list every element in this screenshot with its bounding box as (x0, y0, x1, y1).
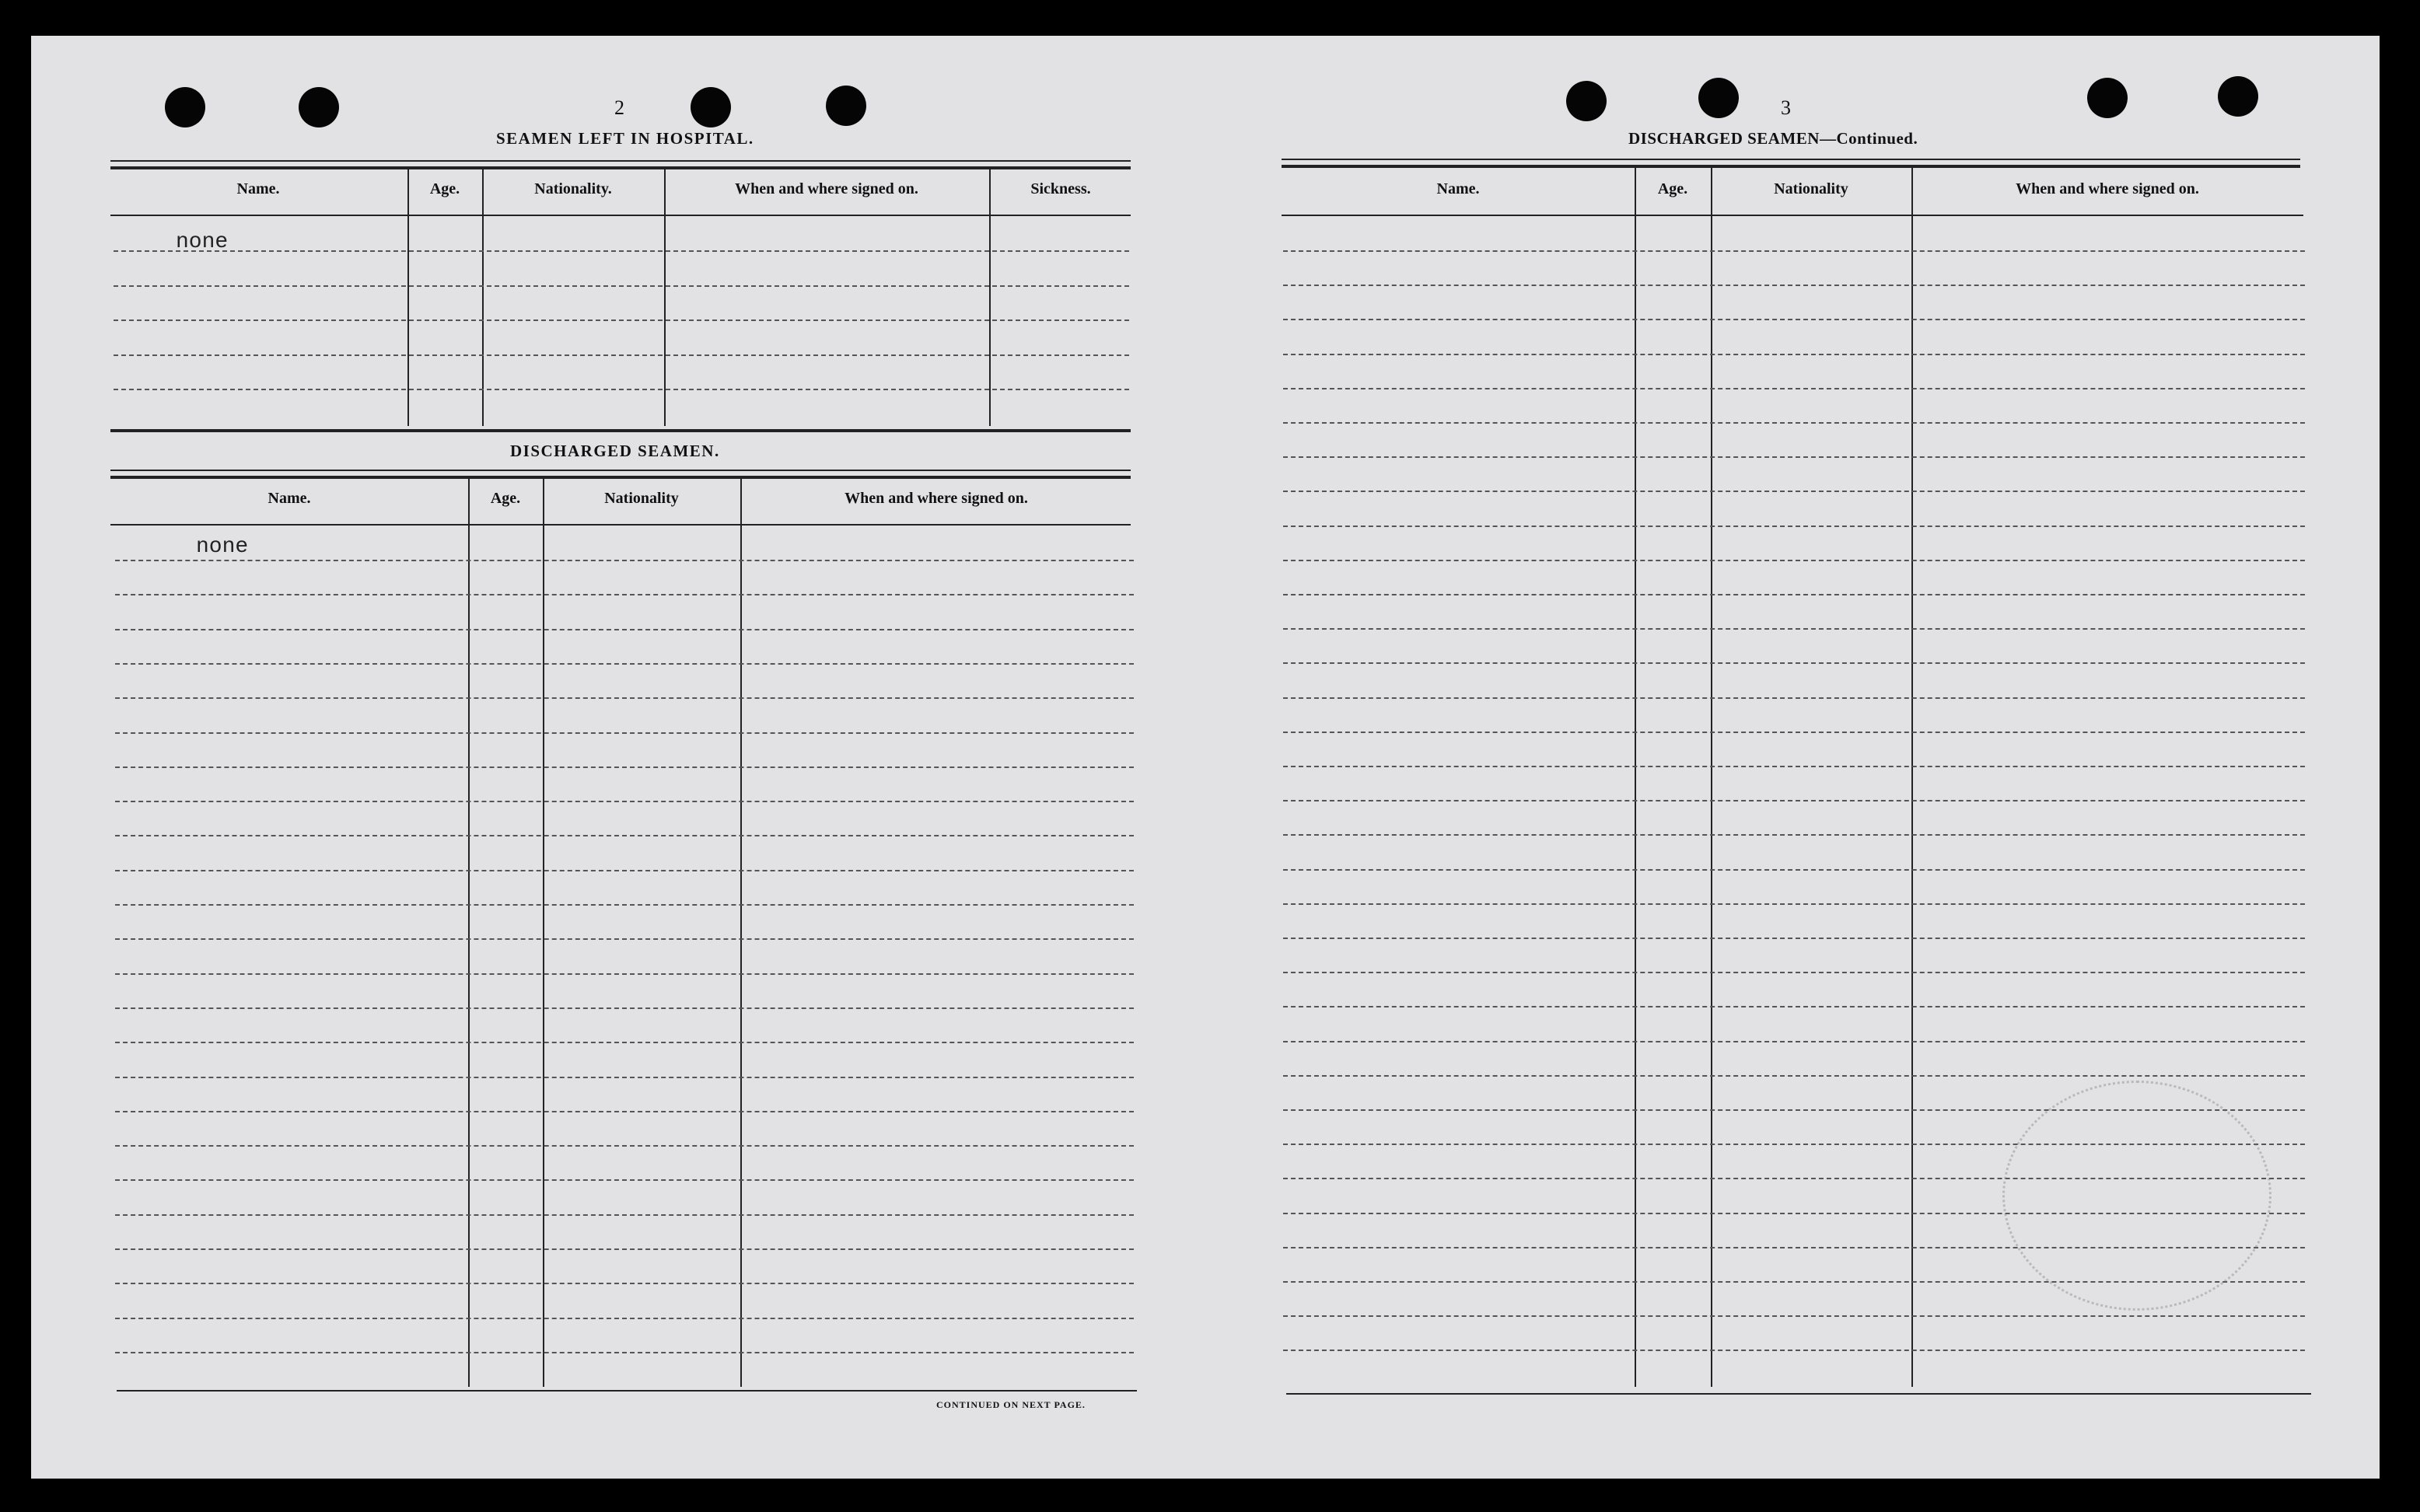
ruled-line (115, 594, 1134, 595)
continued-col-nationality: Nationality (1774, 180, 1848, 197)
continued-col-signed-on: When and where signed on. (2016, 180, 2199, 197)
ruled-line (1283, 697, 2305, 699)
ruled-line (1283, 354, 2305, 355)
ruled-line (115, 663, 1134, 665)
ruled-line (115, 938, 1134, 940)
faint-stamp-seal (2002, 1081, 2271, 1311)
punch-hole (2218, 76, 2258, 117)
page-number-right: 3 (1781, 96, 1791, 119)
ruled-line (115, 1318, 1134, 1319)
ruled-line (114, 285, 1129, 287)
ruled-line (1283, 662, 2305, 664)
ruled-line (115, 1111, 1134, 1112)
ruled-line (1283, 319, 2305, 320)
ruled-line (1283, 1315, 2305, 1317)
hospital-col-sickness: Sickness. (1030, 180, 1091, 197)
punch-hole (1566, 81, 1607, 121)
hospital-entry-none: none (176, 230, 229, 254)
discharged-section-title: DISCHARGED SEAMEN. (510, 442, 720, 460)
hospital-section-title: SEAMEN LEFT IN HOSPITAL. (496, 129, 754, 148)
ruled-line (1283, 972, 2305, 973)
ruled-line (115, 766, 1134, 768)
ruled-line (1283, 594, 2305, 595)
hospital-col-nationality: Nationality. (534, 180, 612, 197)
ruled-line (1283, 800, 2305, 801)
ruled-line (114, 389, 1129, 390)
ruled-line (1283, 628, 2305, 630)
continued-footer: CONTINUED ON NEXT PAGE. (936, 1399, 1086, 1410)
ruled-line (115, 1283, 1134, 1284)
punch-hole (1698, 78, 1739, 118)
punch-hole (2087, 78, 2128, 118)
ruled-line (115, 1042, 1134, 1043)
discharged-col-name: Name. (268, 490, 311, 507)
ruled-line (115, 1248, 1134, 1250)
ruled-line (1283, 766, 2305, 767)
ruled-line (115, 732, 1134, 734)
ruled-line (115, 1214, 1134, 1216)
ruled-line (1283, 938, 2305, 939)
ruled-line (1283, 1075, 2305, 1077)
ruled-line (115, 697, 1134, 699)
discharged-col-signed-on: When and where signed on. (845, 490, 1028, 507)
ruled-line (1283, 834, 2305, 836)
ruled-line (115, 904, 1134, 906)
ruled-line (115, 1179, 1134, 1181)
discharged-continued-title: DISCHARGED SEAMEN—Continued. (1628, 129, 1918, 148)
ruled-line (115, 801, 1134, 802)
hospital-col-name: Name. (236, 180, 280, 197)
ruled-line (1283, 250, 2305, 252)
ruled-line (1283, 1350, 2305, 1351)
ruled-line (1283, 456, 2305, 458)
ruled-line (1283, 869, 2305, 871)
ruled-line (114, 354, 1129, 356)
discharged-col-age: Age. (490, 490, 521, 507)
punch-hole (826, 86, 866, 126)
ruled-line (115, 870, 1134, 871)
ruled-line (1283, 732, 2305, 733)
ruled-line (115, 629, 1134, 630)
ruled-line (1283, 1006, 2305, 1007)
ruled-line (115, 1145, 1134, 1147)
continued-col-name: Name. (1436, 180, 1480, 197)
ruled-line (114, 320, 1129, 321)
hospital-col-signed-on: When and where signed on. (735, 180, 918, 197)
ruled-line (115, 973, 1134, 975)
ruled-line (1283, 285, 2305, 286)
ruled-line (115, 1007, 1134, 1009)
discharged-col-nationality: Nationality (604, 490, 679, 507)
hospital-col-age: Age. (429, 180, 460, 197)
punch-hole (165, 87, 205, 127)
ruled-line (1283, 1041, 2305, 1042)
punch-hole (691, 87, 731, 127)
page-number-left: 2 (614, 96, 624, 119)
ruled-line (1283, 422, 2305, 424)
ruled-line (1283, 491, 2305, 492)
discharged-entry-none: none (196, 535, 249, 559)
ruled-line (1283, 560, 2305, 561)
ruled-line (115, 560, 1134, 561)
ruled-line (114, 250, 1129, 252)
ruled-line (115, 1077, 1134, 1078)
punch-hole (299, 87, 339, 127)
ruled-line (1283, 903, 2305, 905)
ruled-line (1283, 388, 2305, 389)
ruled-line (115, 1352, 1134, 1353)
ruled-line (1283, 526, 2305, 527)
ruled-line (115, 835, 1134, 836)
continued-col-age: Age. (1657, 180, 1688, 197)
